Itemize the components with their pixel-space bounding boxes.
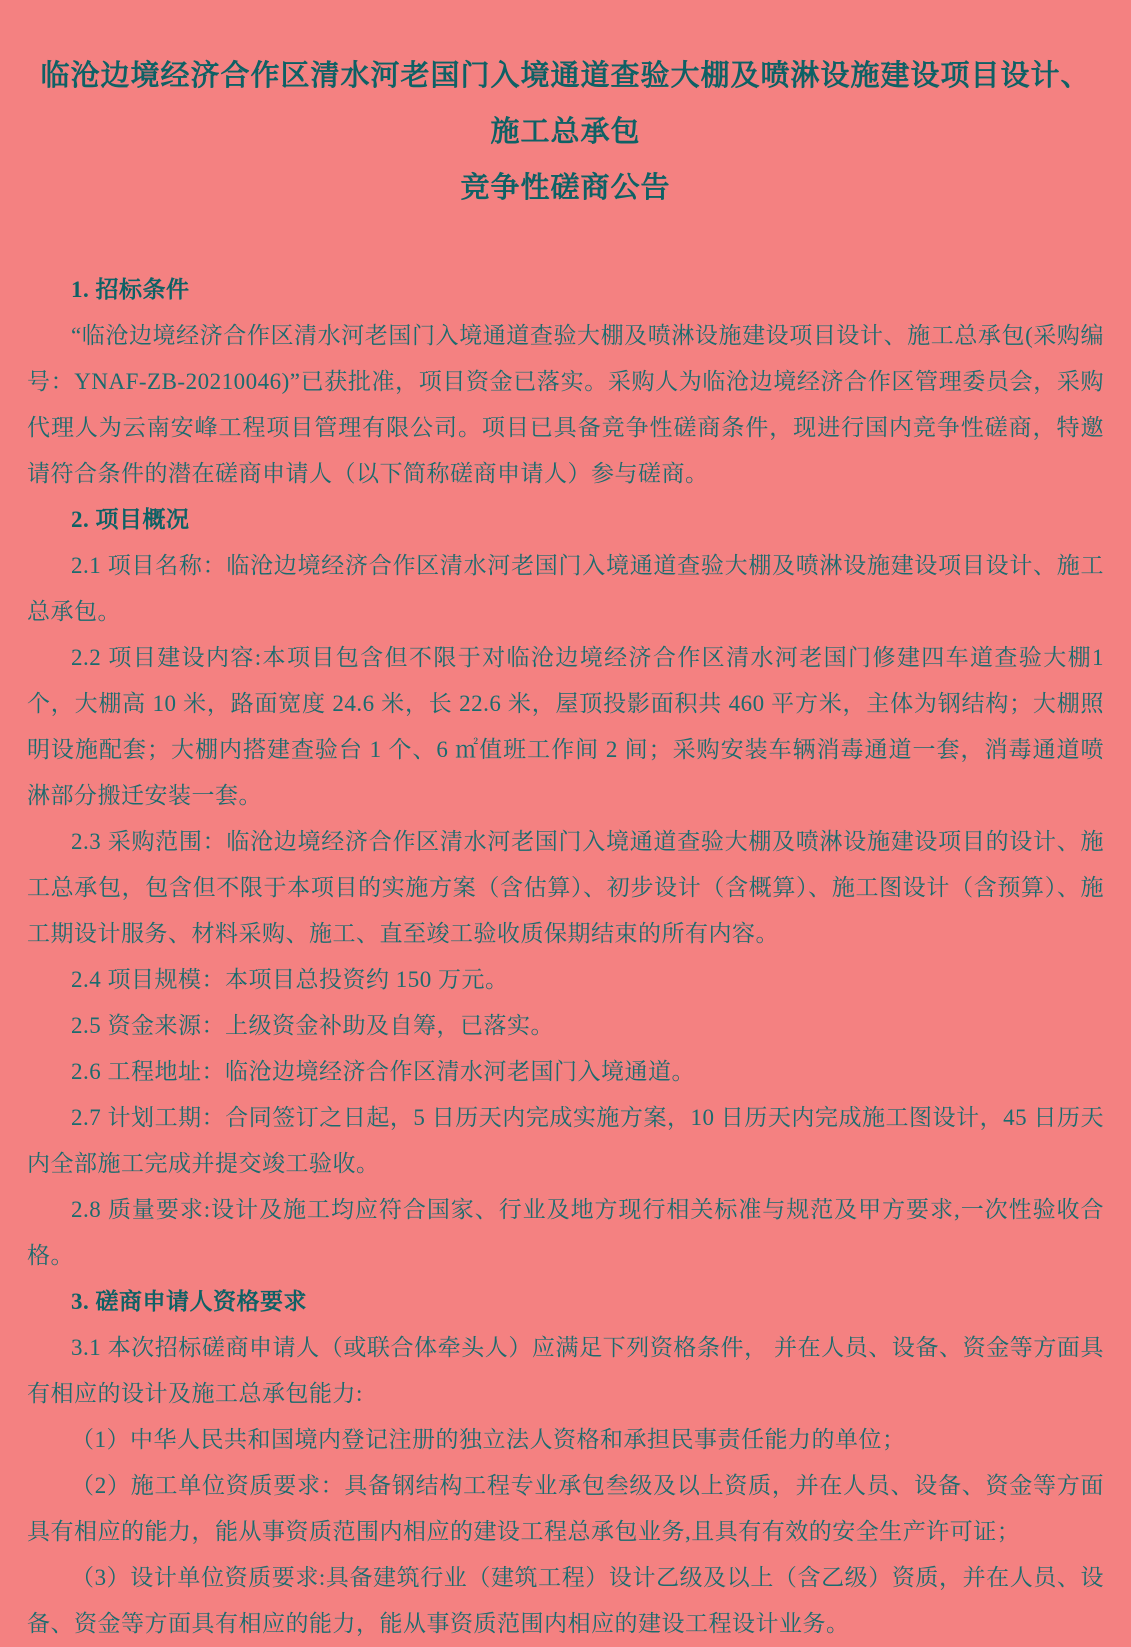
- para-qualification-item-1: （1）中华人民共和国境内登记注册的独立法人资格和承担民事责任能力的单位；: [71, 1427, 906, 1452]
- para-project-address: 2.6 工程地址：临沧边境经济合作区清水河老国门入境通道。: [71, 1059, 695, 1084]
- para-planned-duration: 2.7 计划工期：合同签订之日起，5 日历天内完成实施方案，10 日历天内完成施工图设计，45 日历天内全部施工完成并提交竣工验收。: [27, 1105, 1104, 1176]
- document-title: [27, 48, 1104, 216]
- para-qualification-item-3: （3）设计单位资质要求:具备建筑行业（建筑工程）设计乙级及以上（含乙级）资质，并在人员、设备、资金等方面具有相应的能力，能从事资质范围内相应的建设工程设计业务。: [27, 1565, 1104, 1636]
- section-heading-project-overview: 2. 项目概况: [71, 507, 190, 532]
- para-procurement-scope: 2.3 采购范围：临沧边境经济合作区清水河老国门入境通道查验大棚及喷淋设施建设项目的设计、施工总承包，包含但不限于本项目的实施方案（含估算）、初步设计（含概算）、施工图设计（含预算）、施工期设计服务、材料采购、施工、直至竣工验收质保期结束的所有内容。: [27, 829, 1104, 946]
- section-heading-applicant-qualifications: 3. 磋商申请人资格要求: [71, 1289, 307, 1314]
- para-qualification-item-2: （2）施工单位资质要求：具备钢结构工程专业承包叁级及以上资质，并在人员、设备、资金等方面具有相应的能力，能从事资质范围内相应的建设工程总承包业务,且具有有效的安全生产许可证；: [27, 1473, 1104, 1544]
- para-qualification-intro: 3.1 本次招标磋商申请人（或联合体牵头人）应满足下列资格条件， 并在人员、设备、资金等方面具有相应的设计及施工总承包能力:: [27, 1335, 1104, 1406]
- para-project-name: 2.1 项目名称：临沧边境经济合作区清水河老国门入境通道查验大棚及喷淋设施建设项目设计、施工总承包。: [27, 553, 1104, 624]
- para-project-scale: 2.4 项目规模：本项目总投资约 150 万元。: [71, 967, 509, 992]
- para-quality-requirement: 2.8 质量要求:设计及施工均应符合国家、行业及地方现行相关标准与规范及甲方要求,一次性验收合格。: [27, 1197, 1104, 1268]
- para-bid-conditions: “临沧边境经济合作区清水河老国门入境通道查验大棚及喷淋设施建设项目设计、施工总承包(采购编号：YNAF-ZB-20210046)”已获批准，项目资金已落实。采购人为临沧边境经济合作区管理委员会，采购代理人为云南安峰工程项目管理有限公司。项目已具备竞争性磋商条件，现进行国内竞争性磋商，特邀请符合条件的潜在磋商申请人（以下简称磋商申请人）参与磋商。: [27, 323, 1104, 486]
- para-funding-source: 2.5 资金来源：上级资金补助及自筹，已落实。: [71, 1013, 554, 1038]
- title-line-2: 竞争性磋商公告: [460, 172, 671, 204]
- para-construction-content: 2.2 项目建设内容:本项目包含但不限于对临沧边境经济合作区清水河老国门修建四车道查验大棚1个，大棚高 10 米，路面宽度 24.6 米，长 22.6 米，屋顶投影面积共 460 平方米，主体为钢结构；大棚照明设施配套；大棚内搭建查验台 1 个、6 ㎡值班工作间 2 间；采购安装车辆消毒通道一套，消毒通道喷淋部分搬迁安装一套。: [27, 645, 1104, 808]
- title-line-1: 临沧边境经济合作区清水河老国门入境通道查验大棚及喷淋设施建设项目设计、施工总承包: [40, 60, 1091, 148]
- section-heading-bid-conditions: 1. 招标条件: [71, 277, 190, 302]
